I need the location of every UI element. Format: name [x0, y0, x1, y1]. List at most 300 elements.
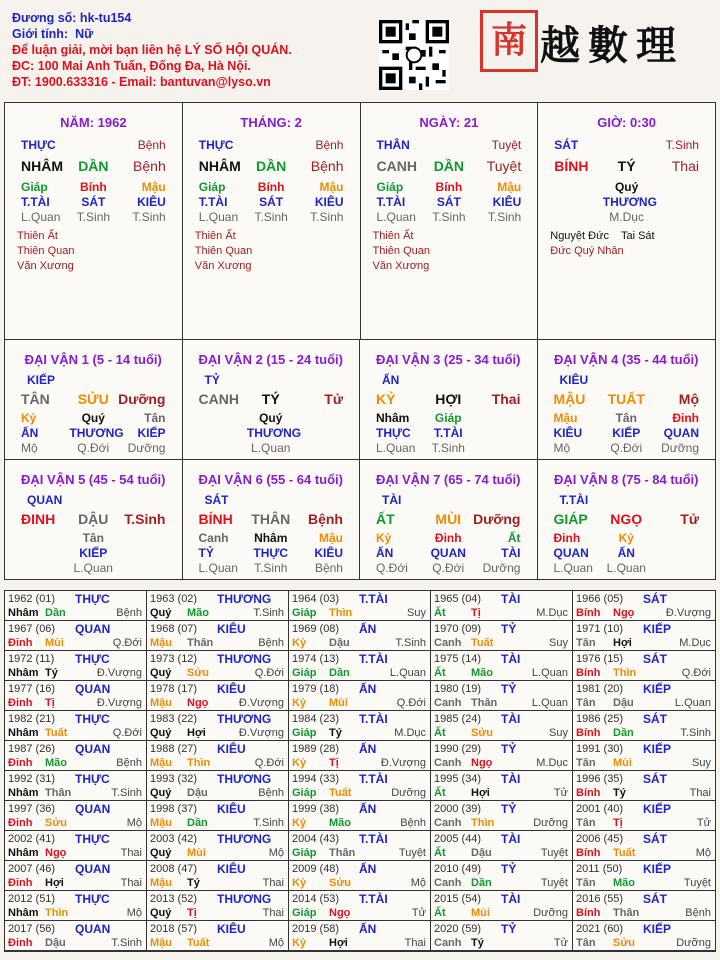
pillar-hidden-god: SÁT	[259, 195, 284, 209]
pillar-stage: T.Sinh	[432, 210, 466, 224]
year-stem: Mậu	[150, 757, 172, 769]
year-stage: Tuyệt	[398, 847, 426, 859]
pillar-hidden-god-row	[538, 195, 715, 209]
year-label: 1965 (04)	[434, 593, 482, 605]
year-branch: Dậu	[329, 637, 350, 649]
year-god: SÁT	[643, 772, 667, 786]
year-branch: Thân	[187, 637, 214, 649]
year-branch: Hợi	[329, 937, 348, 949]
year-stage: Suy	[549, 727, 568, 739]
year-branch: Thìn	[471, 817, 495, 829]
year-branch: Hợi	[45, 877, 64, 889]
year-branch: Tuất	[471, 637, 494, 649]
pillar-god	[603, 138, 651, 152]
year-stage: Q.Đới	[396, 697, 426, 709]
year-label: 1996 (35)	[576, 773, 624, 785]
pillar-god: THỰC	[21, 138, 56, 152]
year-stem: Ất	[434, 847, 446, 859]
year-stage: Dưỡng	[533, 817, 568, 829]
year-cell	[5, 591, 147, 621]
year-cell	[573, 801, 715, 831]
year-stem: Nhâm	[8, 787, 39, 799]
year-stage: T.Sinh	[111, 787, 142, 799]
year-stem: Đinh	[8, 937, 33, 949]
pillar-main: DẦN	[255, 158, 287, 174]
dai-van-main: Thai	[491, 391, 521, 407]
dai-van-hidden-god-row	[183, 426, 360, 440]
year-label: 1979 (18)	[292, 683, 340, 695]
year-stage: Tử	[553, 937, 568, 949]
pillar-1	[183, 103, 361, 339]
year-label: 2015 (54)	[434, 893, 482, 905]
year-stage: Bệnh	[685, 907, 711, 919]
year-stage: Mộ	[695, 847, 711, 859]
year-stage: T.Sinh	[395, 637, 426, 649]
dai-van-title: ĐẠI VẬN 6 (55 - 64 tuổi)	[198, 471, 343, 487]
year-cell	[431, 861, 573, 891]
dai-van-stage: Q.Đới	[610, 441, 643, 455]
year-cell	[5, 861, 147, 891]
dai-van-hidden-god: QUAN	[553, 545, 589, 560]
dai-van-hidden-god-row	[360, 426, 537, 440]
year-label: 2004 (43)	[292, 833, 340, 845]
year-branch: Tị	[45, 697, 55, 709]
gender-line: Giới tính: Nữ	[12, 27, 94, 41]
year-cell	[573, 921, 715, 951]
year-stage: Dưỡng	[676, 937, 711, 949]
year-god: THỰC	[75, 892, 110, 906]
year-god: THỰC	[75, 712, 110, 726]
dai-van-main: HỢI	[435, 391, 462, 407]
year-label: 1993 (32)	[150, 773, 198, 785]
year-stem: Đinh	[8, 757, 33, 769]
year-label: 1989 (28)	[292, 743, 340, 755]
year-god: THƯƠNG	[217, 652, 272, 666]
year-cell	[5, 621, 147, 651]
year-stem: Bính	[576, 727, 601, 739]
year-cell	[5, 831, 147, 861]
year-label: 2002 (41)	[8, 833, 56, 845]
year-stem: Bính	[576, 667, 601, 679]
dai-van-hidden-god: KIẾP	[79, 545, 108, 560]
year-stem: Quý	[150, 667, 172, 679]
year-label: 1988 (27)	[150, 743, 198, 755]
dai-van-hidden-row	[5, 411, 182, 425]
pillar-star: Văn Xương	[194, 260, 252, 272]
dai-van-stage: Mộ	[553, 441, 571, 455]
dai-van-title: ĐẠI VẬN 3 (25 - 34 tuổi)	[376, 352, 521, 367]
pillar-god-row	[538, 138, 715, 152]
year-stem: Bính	[576, 847, 601, 859]
dai-van-hidden-god: KIẾP	[137, 426, 166, 440]
pillar-hidden: Giáp	[198, 180, 226, 194]
year-label: 1976 (15)	[576, 653, 624, 665]
year-stem: Nhâm	[8, 667, 39, 679]
year-branch: Tị	[329, 757, 339, 769]
dai-van-stage	[199, 441, 247, 455]
dai-van-main: TUẤT	[607, 391, 645, 407]
year-label: 2013 (52)	[150, 893, 198, 905]
dai-van-main: THÂN	[251, 510, 291, 527]
dai-van-hidden-row	[183, 531, 360, 545]
year-cell	[289, 621, 431, 651]
qr-code-icon[interactable]	[379, 20, 449, 90]
year-god: SÁT	[643, 652, 667, 666]
year-branch: Ngọ	[471, 757, 493, 769]
dai-van-hidden	[21, 531, 69, 545]
year-branch: Tuất	[45, 727, 68, 739]
year-god: KIÊU	[217, 802, 246, 816]
dai-van-title: ĐẠI VẬN 5 (45 - 54 tuổi)	[21, 471, 166, 487]
year-label: 1966 (05)	[576, 593, 624, 605]
pillar-stage	[554, 210, 602, 224]
pillar-god: Bệnh	[137, 138, 166, 152]
year-branch: Ngọ	[613, 607, 635, 619]
dai-van-main: DẬU	[78, 510, 109, 527]
year-stage: T.Sinh	[111, 937, 142, 949]
year-cell	[147, 591, 289, 621]
dai-van-hidden-god: THƯƠNG	[69, 426, 124, 440]
year-stage: Mộ	[126, 907, 142, 919]
year-branch: Hợi	[187, 727, 206, 739]
dai-van-god: KIẾP	[27, 373, 56, 387]
dai-van-hidden-god: THƯƠNG	[246, 426, 302, 440]
pillar-main-row	[183, 158, 360, 174]
year-cell	[431, 681, 573, 711]
year-cell	[573, 711, 715, 741]
year-cell	[573, 681, 715, 711]
dai-van-main: GIÁP	[553, 510, 588, 527]
dai-van-grid	[4, 340, 716, 580]
year-stem: Mậu	[150, 877, 172, 889]
dai-van-stage-row	[538, 561, 716, 575]
year-stem: Tân	[576, 697, 596, 709]
year-stage: M.Dục	[536, 607, 568, 619]
year-branch: Thân	[45, 787, 72, 799]
year-god: THƯƠNG	[217, 892, 272, 906]
year-branch: Thân	[329, 847, 356, 859]
dai-van-main-row	[5, 391, 182, 407]
year-stage: Thai	[689, 787, 711, 799]
dai-van-stage: L.Quan	[251, 441, 291, 455]
year-god: TÀI	[501, 832, 521, 846]
year-branch: Mùi	[613, 757, 632, 769]
year-label: 1994 (33)	[292, 773, 340, 785]
pillar-hidden: Bính	[80, 180, 107, 194]
year-god: ẤN	[359, 682, 377, 696]
year-stem: Đinh	[8, 637, 33, 649]
pillar-main-row	[538, 158, 715, 174]
dai-van-cell-3	[360, 340, 538, 460]
dai-van-hidden-god	[199, 426, 247, 440]
pillar-3	[538, 103, 715, 339]
dai-van-hidden-row	[538, 531, 716, 545]
year-branch: Sửu	[45, 817, 68, 829]
pillar-god: Tuyệt	[491, 138, 522, 152]
year-branch: Ngọ	[329, 907, 351, 919]
pillar-hidden-god	[651, 195, 699, 209]
year-branch: Dần	[613, 727, 634, 739]
dai-van-hidden-god: ẤN	[617, 545, 635, 560]
pillar-hidden: Bính	[257, 180, 285, 194]
year-label: 1986 (25)	[576, 713, 624, 725]
pillar-title: THÁNG: 2	[240, 115, 302, 130]
year-branch: Dần	[329, 667, 350, 679]
dai-van-hidden	[651, 531, 699, 545]
year-god: KIẾP	[643, 922, 672, 936]
dai-van-hidden	[295, 411, 343, 425]
pillar-god: T.Sinh	[665, 138, 699, 152]
year-stage: L.Quan	[389, 667, 426, 679]
year-stem: Tân	[576, 637, 596, 649]
dai-van-stage: L.Quan	[606, 560, 646, 575]
pillar-stage: T.Sinh	[76, 210, 111, 224]
dai-van-hidden-god-row	[538, 426, 716, 440]
dai-van-hidden-god: QUAN	[663, 426, 699, 440]
year-god: ẤN	[359, 922, 377, 936]
year-god: TÀI	[501, 652, 521, 666]
pillar-stage: L.Quan	[376, 210, 416, 224]
year-stage: Tuyệt	[540, 847, 568, 859]
year-label: 1991 (30)	[576, 743, 624, 755]
year-god: QUAN	[75, 742, 111, 756]
year-branch: Tuất	[329, 787, 352, 799]
year-branch: Ngọ	[45, 847, 67, 859]
year-stage: Suy	[549, 637, 568, 649]
year-stage: Suy	[407, 607, 426, 619]
dai-van-cell-8	[538, 460, 716, 580]
year-god: KIẾP	[643, 862, 672, 876]
dai-van-hidden-god	[295, 426, 343, 440]
pillar-god: Bệnh	[315, 138, 344, 152]
dai-van-hidden: Tân	[144, 411, 166, 425]
pillar-star: Thiên Quan	[17, 245, 75, 257]
pillar-main: Thai	[671, 158, 699, 174]
dai-van-hidden-god-row	[5, 546, 182, 560]
year-cell	[147, 921, 289, 951]
contact-line-3: ĐT: 1900.633316 - Email: bantuvan@lyso.vn	[12, 75, 271, 89]
year-branch: Sửu	[187, 667, 210, 679]
pillar-stage	[651, 210, 699, 224]
dai-van-stage-row	[360, 441, 537, 455]
year-god: THƯƠNG	[217, 832, 272, 846]
year-cell	[431, 891, 573, 921]
year-cell	[147, 741, 289, 771]
pillar-god	[69, 138, 117, 152]
year-stem: Quý	[150, 907, 172, 919]
dai-van-stage: T.Sinh	[254, 560, 288, 575]
pillar-hidden-row	[183, 180, 360, 194]
dai-van-title: ĐẠI VẬN 8 (75 - 84 tuổi)	[554, 471, 699, 487]
year-cell	[147, 861, 289, 891]
year-stage: Bệnh	[258, 637, 284, 649]
year-cell	[289, 801, 431, 831]
pillar-stage-row	[538, 210, 715, 224]
year-cell	[5, 921, 147, 951]
year-label: 1974 (13)	[292, 653, 340, 665]
year-god: ẤN	[359, 742, 377, 756]
year-label: 1968 (07)	[150, 623, 198, 635]
dai-van-hidden: Kỷ	[376, 530, 392, 545]
year-label: 2006 (45)	[576, 833, 624, 845]
pillar-god: THÂN	[376, 138, 410, 152]
year-stem: Tân	[576, 937, 596, 949]
year-label: 2008 (47)	[150, 863, 198, 875]
year-cell	[289, 681, 431, 711]
pillar-stage: T.Sinh	[487, 210, 522, 224]
year-cell	[289, 591, 431, 621]
year-stem: Ất	[434, 787, 446, 799]
year-god: QUAN	[75, 922, 111, 936]
dai-van-hidden-god: TÀI	[501, 545, 521, 560]
year-god: SÁT	[643, 712, 667, 726]
year-cell	[147, 681, 289, 711]
year-god: THƯƠNG	[217, 592, 272, 606]
year-stage: Bệnh	[116, 607, 142, 619]
seal-icon: 南	[480, 10, 538, 72]
pillar-hidden-row	[5, 180, 182, 194]
pillar-hidden	[554, 180, 602, 194]
pillar-god	[247, 138, 295, 152]
year-cell	[573, 621, 715, 651]
year-cell	[5, 891, 147, 921]
year-label: 2016 (55)	[576, 893, 624, 905]
year-cell	[5, 771, 147, 801]
dai-van-hidden-god: T.TÀI	[433, 426, 463, 440]
year-stage: Mộ	[126, 817, 142, 829]
year-stem: Canh	[434, 637, 462, 649]
year-label: 1992 (31)	[8, 773, 56, 785]
year-god: ẤN	[359, 622, 377, 636]
year-cell	[573, 831, 715, 861]
year-god: QUAN	[75, 862, 111, 876]
pillar-stage-row	[183, 210, 360, 224]
year-label: 2003 (42)	[150, 833, 198, 845]
dai-van-hidden: Giáp	[434, 411, 462, 425]
year-label: 2005 (44)	[434, 833, 482, 845]
year-stem: Ất	[434, 907, 446, 919]
year-god: QUAN	[75, 622, 111, 636]
year-stem: Nhâm	[8, 907, 39, 919]
year-branch: Thìn	[187, 757, 211, 769]
dai-van-title: ĐẠI VẬN 7 (65 - 74 tuổi)	[376, 471, 521, 487]
year-cell	[5, 651, 147, 681]
dai-van-hidden-row	[360, 411, 537, 425]
pillar-star: Thiên Ất	[194, 230, 236, 242]
year-label: 1999 (38)	[292, 803, 340, 815]
year-stem: Giáp	[292, 907, 317, 919]
year-branch: Thìn	[45, 907, 69, 919]
year-stage: Dưỡng	[391, 787, 426, 799]
year-god: TÀI	[501, 772, 521, 786]
year-label: 1971 (10)	[576, 623, 624, 635]
year-branch: Mão	[329, 817, 351, 829]
year-branch: Tị	[613, 817, 623, 829]
year-cell	[147, 801, 289, 831]
year-label: 1970 (09)	[434, 623, 482, 635]
dai-van-hidden-row	[538, 411, 716, 425]
year-label: 1985 (24)	[434, 713, 482, 725]
year-label: 1990 (29)	[434, 743, 482, 755]
dai-van-stage	[651, 561, 699, 575]
pillar-hidden: Quý	[614, 180, 639, 194]
year-cell	[573, 861, 715, 891]
dai-van-stage: Bệnh	[314, 560, 343, 575]
pillar-2	[361, 103, 539, 339]
dai-van-main: Dưỡng	[118, 391, 166, 407]
year-cell	[289, 921, 431, 951]
dai-van-main: Mộ	[678, 391, 699, 407]
year-stage: Q.Đới	[112, 637, 142, 649]
dai-van-hidden	[118, 531, 166, 545]
dai-van-hidden: Kỷ	[21, 411, 37, 425]
year-god: TỶ	[501, 802, 517, 816]
year-stem: Kỷ	[292, 877, 307, 889]
pillar-hidden-god: T.TÀI	[376, 195, 406, 209]
dai-van-hidden	[473, 411, 521, 425]
dai-van-main: Tử	[680, 510, 699, 527]
year-label: 2009 (48)	[292, 863, 340, 875]
year-stage: T.Sinh	[680, 727, 711, 739]
year-branch: Sửu	[613, 937, 636, 949]
pillar-hidden-row	[538, 180, 715, 194]
year-stem: Giáp	[292, 847, 317, 859]
year-branch: Mùi	[329, 697, 348, 709]
pillar-stars	[17, 229, 74, 274]
year-branch: Tị	[187, 907, 197, 919]
year-cell	[289, 651, 431, 681]
year-stem: Mậu	[150, 937, 172, 949]
year-stem: Kỷ	[292, 697, 307, 709]
pillar-star: Văn Xương	[17, 260, 74, 272]
year-stage: Đ.Vượng	[96, 697, 142, 709]
dai-van-hidden-god: THỰC	[253, 545, 289, 560]
dai-van-hidden: Quý	[259, 411, 283, 425]
year-god: THỰC	[75, 832, 110, 846]
pillar-hidden: Mậu	[319, 180, 344, 194]
pillar-stage: M.Dục	[609, 210, 644, 224]
pillar-hidden-god	[554, 195, 602, 209]
year-stem: Kỷ	[292, 937, 307, 949]
dai-van-main: ĐINH	[21, 510, 56, 527]
year-stem: Canh	[434, 937, 462, 949]
dai-van-hidden	[199, 411, 247, 425]
year-branch: Mão	[471, 667, 493, 679]
year-branch: Thìn	[613, 667, 637, 679]
dai-van-stage: Q.Đới	[376, 560, 408, 575]
year-god: TÀI	[501, 892, 521, 906]
dai-van-main-row	[183, 511, 360, 527]
pillar-star: Văn Xương	[372, 260, 430, 272]
year-god: KIÊU	[217, 622, 246, 636]
dai-van-main: Dưỡng	[473, 510, 521, 527]
year-stage: Q.Đới	[112, 727, 142, 739]
pillar-hidden-row	[361, 180, 538, 194]
pillar-star: Thiên Ất	[372, 230, 414, 242]
year-stage: T.Sinh	[253, 607, 284, 619]
contact-line-2: ĐC: 100 Mai Anh Tuấn, Đống Đa, Hà Nội.	[12, 59, 251, 73]
year-branch: Dần	[187, 817, 208, 829]
year-stem: Tân	[576, 817, 596, 829]
pillar-main: DẦN	[78, 158, 109, 174]
dai-van-hidden: Mậu	[553, 411, 578, 425]
dai-van-hidden-row	[360, 531, 537, 545]
pillar-stars	[373, 229, 430, 274]
year-god: T.TÀI	[359, 832, 388, 846]
year-label: 1975 (14)	[434, 653, 482, 665]
dai-van-main: TÂN	[21, 391, 50, 407]
dai-van-hidden: Kỷ	[618, 530, 634, 545]
